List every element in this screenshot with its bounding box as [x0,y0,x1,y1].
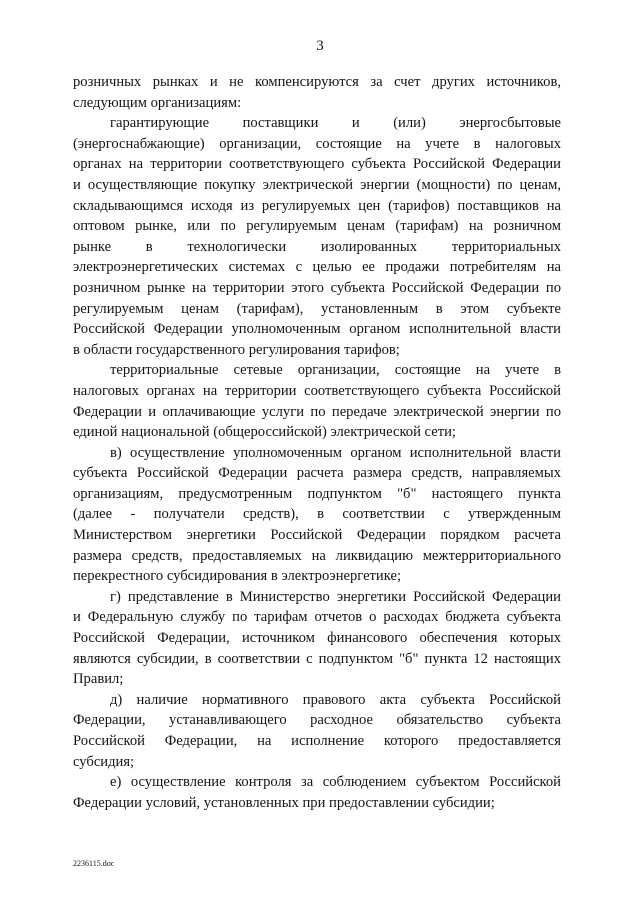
text-line: д) наличие нормативного правового акта субъекта Российской [110,691,561,708]
file-name-footer: 2236115.doc [73,859,115,868]
text-line: Федерации, устанавливающего расходное обязательство субъекта [73,712,561,729]
text-line: гарантирующие поставщики и (или) энергосбытовые [110,115,561,132]
text-line: Министерством энергетики Российской Федерации порядком расчета [73,527,561,544]
text-line: являются субсидии, в соответствии с подпунктом "б" пункта 12 настоящих [73,650,561,667]
text-line: Российской Федерации, источником финансового обеспечения которых [73,630,561,647]
text-line: г) представление в Министерство энергетики Российской Федерации [110,588,561,605]
text-line: е) осуществление контроля за соблюдением субъектом Российской [110,774,561,791]
text-line: (далее - получатели средств), в соответствии с утвержденным [73,506,561,523]
text-line: розничном рынке на территории этого субъекта Российской Федерации по [73,279,561,296]
text-line: субсидия; [73,753,135,770]
text-line: Федерации и оплачивающие услуги по передаче электрической энергии по [73,403,561,420]
text-line: следующим организациям: [73,94,242,111]
document-body [73,72,561,813]
text-line: налоговых органах на территории соответствующего субъекта Российской [73,382,561,399]
text-line: Правил; [73,671,124,688]
text-line: субъекта Российской Федерации расчета размера средств, направляемых [73,465,561,482]
text-line: перекрестного субсидирования в электроэнергетике; [73,568,401,585]
text-line: организациям, предусмотренным подпунктом "б" настоящего пункта [73,485,561,502]
text-line: в) осуществление уполномоченным органом исполнительной власти [110,444,561,461]
text-line: складывающимся исходя из регулируемых цен (тарифов) поставщиков на [73,197,561,214]
text-line: (энергоснабжающие) организации, состоящие на учете в налоговых [73,135,561,152]
text-line: размера средств, предоставляемых на ликвидацию межтерриториального [73,547,561,564]
text-line: электроэнергетических системах с целью ее продажи потребителям на [73,259,561,276]
text-line: рынке в технологически изолированных территориальных [73,238,561,255]
text-line: розничных рынках и не компенсируются за счет других источников, [73,74,561,90]
text-line: Российской Федерации уполномоченным органом исполнительной власти [73,321,561,338]
text-line: и Федеральную службу по тарифам отчетов о расходах бюджета субъекта [73,609,561,626]
page-number: 3 [316,38,324,54]
text-line: регулируемым ценам (тарифам), установленным в этом субъекте [73,300,561,317]
text-line: оптовом рынке, или по регулируемым ценам (тарифам) на розничном [73,218,561,235]
text-line: и осуществляющие покупку электрической энергии (мощности) по ценам, [73,176,561,193]
text-line: территориальные сетевые организации, состоящие на учете в [110,362,561,379]
text-line: Федерации условий, установленных при предоставлении субсидии; [73,794,495,811]
text-line: в области государственного регулирования тарифов; [73,341,400,358]
text-line: Российской Федерации, на исполнение которого предоставляется [73,733,561,749]
text-line: органах на территории соответствующего субъекта Российской Федерации [73,156,561,173]
text-line: единой национальной (общероссийской) электрической сети; [73,424,456,441]
